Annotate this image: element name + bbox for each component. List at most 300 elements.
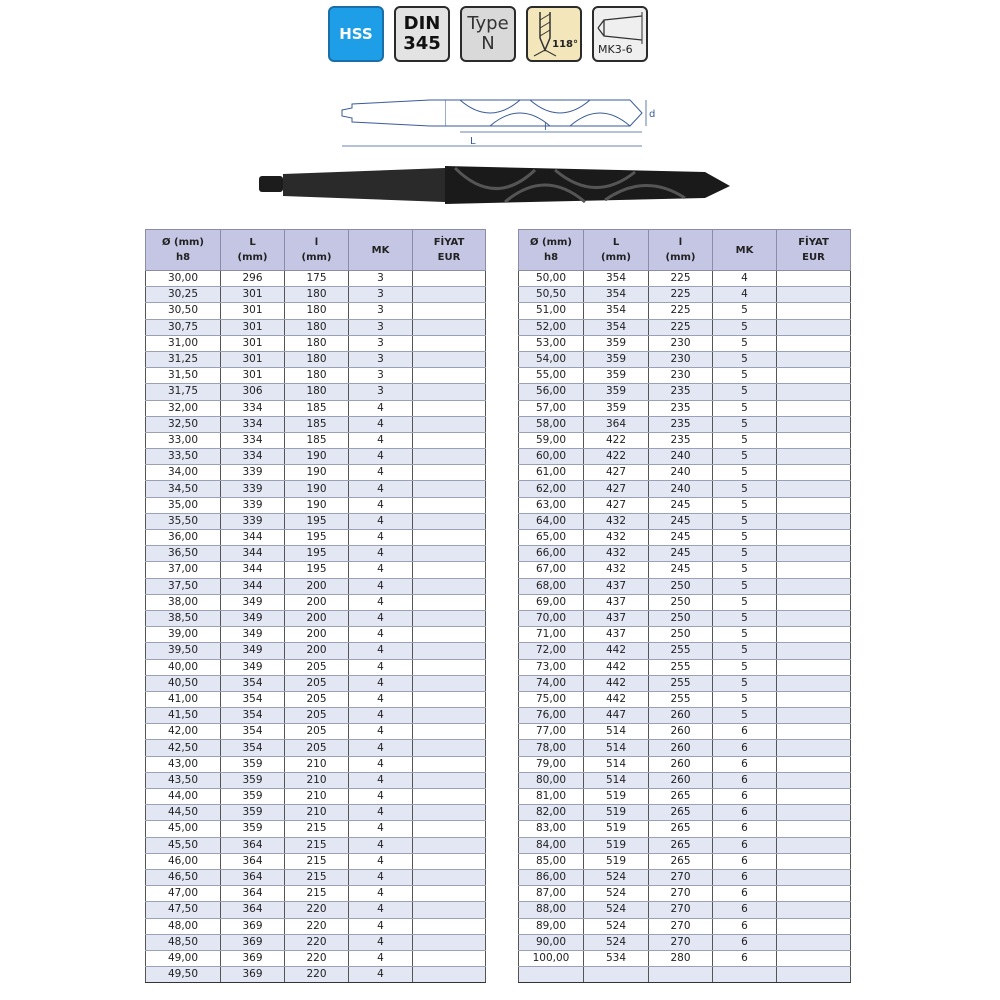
cell-total-length: 432 xyxy=(584,562,649,578)
cell-price xyxy=(413,513,486,529)
cell-price xyxy=(777,902,851,918)
cell-morse-taper: 5 xyxy=(713,708,777,724)
cell-total-length: 447 xyxy=(584,708,649,724)
cell-morse-taper: 4 xyxy=(713,287,777,303)
cell-total-length: 306 xyxy=(221,384,285,400)
cell-flute-length: 220 xyxy=(285,902,349,918)
cell-morse-taper: 4 xyxy=(349,530,413,546)
cell-flute-length: 200 xyxy=(285,627,349,643)
cell-flute-length: 180 xyxy=(285,319,349,335)
size-table-left xyxy=(145,229,486,983)
cell-diameter: 56,00 xyxy=(519,384,584,400)
cell-flute-length: 180 xyxy=(285,287,349,303)
cell-diameter: 84,00 xyxy=(519,837,584,853)
cell-price xyxy=(413,967,486,983)
cell-price xyxy=(413,772,486,788)
point-angle-badge xyxy=(526,6,582,62)
cell-flute-length: 230 xyxy=(649,351,713,367)
cell-morse-taper: 6 xyxy=(713,724,777,740)
point-angle-label: 118° xyxy=(552,39,578,50)
cell-total-length: 334 xyxy=(221,416,285,432)
flute-length-dim-label: l xyxy=(544,122,547,133)
cell-diameter: 48,50 xyxy=(146,934,221,950)
cell-flute-length: 195 xyxy=(285,513,349,529)
table-row xyxy=(146,675,486,691)
cell-flute-length: 185 xyxy=(285,432,349,448)
cell-flute-length: 220 xyxy=(285,918,349,934)
cell-morse-taper: 6 xyxy=(713,918,777,934)
table-row xyxy=(146,530,486,546)
cell-diameter: 100,00 xyxy=(519,950,584,966)
table-row xyxy=(519,967,851,983)
cell-total-length: 296 xyxy=(221,271,285,287)
table-row xyxy=(519,368,851,384)
cell-total-length: 339 xyxy=(221,465,285,481)
cell-morse-taper: 5 xyxy=(713,481,777,497)
cell-total-length: 339 xyxy=(221,497,285,513)
table-row xyxy=(519,821,851,837)
cell-price xyxy=(413,530,486,546)
cell-flute-length: 260 xyxy=(649,772,713,788)
cell-price xyxy=(777,708,851,724)
table-row xyxy=(146,853,486,869)
cell-total-length: 519 xyxy=(584,789,649,805)
cell-morse-taper: 4 xyxy=(349,481,413,497)
cell-morse-taper: 3 xyxy=(349,271,413,287)
cell-morse-taper: 5 xyxy=(713,351,777,367)
cell-diameter: 73,00 xyxy=(519,659,584,675)
cell-morse-taper: 4 xyxy=(349,967,413,983)
cell-flute-length: 255 xyxy=(649,643,713,659)
cell-morse-taper: 5 xyxy=(713,610,777,626)
header-price: FİYAT EUR xyxy=(413,230,486,271)
table-row xyxy=(519,351,851,367)
cell-price xyxy=(777,351,851,367)
cell-diameter: 42,00 xyxy=(146,724,221,740)
cell-total-length: 427 xyxy=(584,497,649,513)
cell-price xyxy=(777,950,851,966)
cell-morse-taper: 4 xyxy=(349,594,413,610)
cell-morse-taper: 4 xyxy=(349,918,413,934)
cell-flute-length: 180 xyxy=(285,351,349,367)
cell-diameter: 90,00 xyxy=(519,934,584,950)
cell-total-length: 519 xyxy=(584,853,649,869)
hss-label: HSS xyxy=(339,24,373,43)
cell-diameter: 37,50 xyxy=(146,578,221,594)
cell-flute-length: 265 xyxy=(649,821,713,837)
cell-flute-length: 215 xyxy=(285,869,349,885)
table-row xyxy=(146,740,486,756)
cell-flute-length: 195 xyxy=(285,546,349,562)
cell-total-length: 354 xyxy=(221,691,285,707)
cell-total-length: 534 xyxy=(584,950,649,966)
cell-morse-taper: 4 xyxy=(349,675,413,691)
din-label: DIN xyxy=(403,13,441,35)
cell-price xyxy=(413,319,486,335)
table-row xyxy=(519,287,851,303)
cell-diameter: 70,00 xyxy=(519,610,584,626)
cell-price xyxy=(413,465,486,481)
technical-drawing xyxy=(330,90,660,152)
table-row xyxy=(519,902,851,918)
cell-diameter: 49,00 xyxy=(146,950,221,966)
cell-flute-length: 250 xyxy=(649,578,713,594)
cell-diameter: 46,00 xyxy=(146,853,221,869)
cell-flute-length: 225 xyxy=(649,287,713,303)
cell-total-length: 437 xyxy=(584,610,649,626)
cell-diameter: 41,00 xyxy=(146,691,221,707)
cell-price xyxy=(777,772,851,788)
cell-flute-length: 245 xyxy=(649,513,713,529)
cell-diameter: 36,50 xyxy=(146,546,221,562)
cell-price xyxy=(777,481,851,497)
table-header-row xyxy=(519,230,851,271)
cell-diameter: 72,00 xyxy=(519,643,584,659)
cell-total-length: 349 xyxy=(221,627,285,643)
cell-flute-length: 235 xyxy=(649,400,713,416)
cell-flute-length: 220 xyxy=(285,934,349,950)
cell-price xyxy=(777,918,851,934)
cell-morse-taper: 4 xyxy=(349,724,413,740)
cell-flute-length: 250 xyxy=(649,594,713,610)
cell-morse-taper: 5 xyxy=(713,497,777,513)
cell-morse-taper: 3 xyxy=(349,319,413,335)
cell-total-length: 349 xyxy=(221,643,285,659)
cell-price xyxy=(413,934,486,950)
cell-flute-length: 205 xyxy=(285,675,349,691)
cell-price xyxy=(777,416,851,432)
cell-total-length: 301 xyxy=(221,368,285,384)
table-row xyxy=(146,610,486,626)
cell-diameter: 60,00 xyxy=(519,449,584,465)
table-row xyxy=(146,821,486,837)
cell-total-length: 359 xyxy=(221,805,285,821)
cell-diameter: 30,00 xyxy=(146,271,221,287)
table-row xyxy=(146,902,486,918)
cell-diameter: 30,50 xyxy=(146,303,221,319)
table-row xyxy=(519,335,851,351)
cell-morse-taper: 5 xyxy=(713,368,777,384)
cell-flute-length: 200 xyxy=(285,610,349,626)
cell-total-length: 301 xyxy=(221,287,285,303)
cell-morse-taper: 5 xyxy=(713,594,777,610)
cell-diameter: 89,00 xyxy=(519,918,584,934)
cell-flute-length: 190 xyxy=(285,497,349,513)
din-badge xyxy=(394,6,450,62)
cell-diameter: 31,75 xyxy=(146,384,221,400)
cell-total-length: 519 xyxy=(584,805,649,821)
cell-diameter: 54,00 xyxy=(519,351,584,367)
cell-flute-length: 215 xyxy=(285,821,349,837)
cell-price xyxy=(413,578,486,594)
cell-morse-taper: 3 xyxy=(349,335,413,351)
cell-flute-length: 245 xyxy=(649,562,713,578)
table-row xyxy=(519,481,851,497)
total-length-dim-label: L xyxy=(470,136,476,147)
cell-price xyxy=(777,368,851,384)
cell-price xyxy=(777,562,851,578)
cell-diameter: 66,00 xyxy=(519,546,584,562)
cell-diameter: 41,50 xyxy=(146,708,221,724)
cell-total-length: 334 xyxy=(221,400,285,416)
cell-price xyxy=(413,708,486,724)
cell-morse-taper: 4 xyxy=(349,643,413,659)
cell-total-length: 339 xyxy=(221,481,285,497)
cell-flute-length: 235 xyxy=(649,432,713,448)
cell-flute-length: 185 xyxy=(285,400,349,416)
cell-diameter: 36,00 xyxy=(146,530,221,546)
table-row xyxy=(146,319,486,335)
cell-price xyxy=(413,368,486,384)
table-row xyxy=(519,772,851,788)
table-row xyxy=(519,465,851,481)
cell-total-length: 301 xyxy=(221,351,285,367)
cell-total-length: 301 xyxy=(221,335,285,351)
cell-morse-taper: 5 xyxy=(713,627,777,643)
cell-flute-length: 225 xyxy=(649,303,713,319)
cell-morse-taper: 3 xyxy=(349,384,413,400)
cell-diameter: 37,00 xyxy=(146,562,221,578)
cell-morse-taper: 4 xyxy=(349,416,413,432)
cell-flute-length: 255 xyxy=(649,691,713,707)
cell-flute-length: 260 xyxy=(649,740,713,756)
cell-diameter: 58,00 xyxy=(519,416,584,432)
cell-flute-length: 265 xyxy=(649,805,713,821)
cell-price xyxy=(777,675,851,691)
cell-diameter: 86,00 xyxy=(519,869,584,885)
cell-flute-length: 280 xyxy=(649,950,713,966)
cell-total-length: 422 xyxy=(584,449,649,465)
cell-total-length: 359 xyxy=(221,772,285,788)
cell-morse-taper: 4 xyxy=(349,805,413,821)
table-row xyxy=(146,432,486,448)
cell-flute-length: 220 xyxy=(285,950,349,966)
cell-flute-length: 215 xyxy=(285,837,349,853)
cell-morse-taper: 5 xyxy=(713,416,777,432)
table-row xyxy=(519,740,851,756)
cell-flute-length: 270 xyxy=(649,918,713,934)
type-value: N xyxy=(481,33,495,54)
table-row xyxy=(519,562,851,578)
cell-total-length xyxy=(584,967,649,983)
cell-morse-taper: 5 xyxy=(713,691,777,707)
table-row xyxy=(519,303,851,319)
cell-price xyxy=(777,530,851,546)
cell-flute-length: 260 xyxy=(649,724,713,740)
cell-morse-taper: 3 xyxy=(349,368,413,384)
cell-price xyxy=(777,853,851,869)
cell-price xyxy=(413,449,486,465)
table-row xyxy=(146,594,486,610)
cell-total-length: 524 xyxy=(584,886,649,902)
table-row xyxy=(146,627,486,643)
table-row xyxy=(519,837,851,853)
cell-price xyxy=(413,918,486,934)
cell-total-length: 359 xyxy=(221,789,285,805)
cell-diameter: 40,50 xyxy=(146,675,221,691)
cell-total-length: 432 xyxy=(584,513,649,529)
table-row xyxy=(146,886,486,902)
cell-flute-length: 205 xyxy=(285,724,349,740)
cell-price xyxy=(413,432,486,448)
cell-total-length: 354 xyxy=(221,708,285,724)
cell-total-length: 364 xyxy=(221,902,285,918)
cell-price xyxy=(413,627,486,643)
cell-price xyxy=(777,627,851,643)
cell-morse-taper: 6 xyxy=(713,934,777,950)
cell-total-length: 349 xyxy=(221,659,285,675)
table-row xyxy=(519,610,851,626)
cell-flute-length: 270 xyxy=(649,934,713,950)
table-row xyxy=(146,756,486,772)
cell-total-length: 422 xyxy=(584,432,649,448)
cell-price xyxy=(777,400,851,416)
cell-flute-length: 225 xyxy=(649,271,713,287)
table-row xyxy=(519,789,851,805)
cell-diameter: 67,00 xyxy=(519,562,584,578)
cell-total-length: 364 xyxy=(221,837,285,853)
cell-price xyxy=(777,335,851,351)
cell-price xyxy=(413,853,486,869)
cell-morse-taper: 5 xyxy=(713,562,777,578)
cell-morse-taper: 5 xyxy=(713,513,777,529)
cell-flute-length: 200 xyxy=(285,594,349,610)
cell-price xyxy=(413,335,486,351)
header-diameter: Ø (mm) h8 xyxy=(519,230,584,271)
cell-flute-length: 220 xyxy=(285,967,349,983)
cell-flute-length: 260 xyxy=(649,756,713,772)
cell-morse-taper: 6 xyxy=(713,789,777,805)
cell-flute-length: 205 xyxy=(285,740,349,756)
cell-morse-taper: 6 xyxy=(713,805,777,821)
cell-total-length: 369 xyxy=(221,967,285,983)
cell-diameter: 83,00 xyxy=(519,821,584,837)
cell-price xyxy=(777,432,851,448)
cell-morse-taper: 4 xyxy=(349,465,413,481)
cell-total-length: 359 xyxy=(221,821,285,837)
cell-diameter: 87,00 xyxy=(519,886,584,902)
cell-price xyxy=(413,384,486,400)
cell-total-length: 359 xyxy=(584,400,649,416)
table-row xyxy=(146,368,486,384)
cell-diameter: 85,00 xyxy=(519,853,584,869)
cell-flute-length: 250 xyxy=(649,610,713,626)
table-row xyxy=(146,481,486,497)
cell-diameter: 33,00 xyxy=(146,432,221,448)
table-row xyxy=(519,546,851,562)
cell-price xyxy=(413,659,486,675)
cell-price xyxy=(413,546,486,562)
cell-total-length: 364 xyxy=(584,416,649,432)
cell-morse-taper: 4 xyxy=(349,432,413,448)
cell-price xyxy=(777,578,851,594)
cell-price xyxy=(777,303,851,319)
cell-total-length: 514 xyxy=(584,756,649,772)
cell-diameter: 34,50 xyxy=(146,481,221,497)
cell-price xyxy=(777,449,851,465)
cell-diameter: 63,00 xyxy=(519,497,584,513)
cell-morse-taper: 5 xyxy=(713,400,777,416)
cell-diameter: 68,00 xyxy=(519,578,584,594)
cell-diameter: 45,00 xyxy=(146,821,221,837)
cell-total-length: 354 xyxy=(221,740,285,756)
cell-morse-taper: 4 xyxy=(349,821,413,837)
cell-flute-length: 180 xyxy=(285,368,349,384)
cell-price xyxy=(413,740,486,756)
table-row xyxy=(519,918,851,934)
cell-price xyxy=(413,691,486,707)
cell-morse-taper: 6 xyxy=(713,902,777,918)
cell-total-length: 354 xyxy=(584,303,649,319)
table-row xyxy=(146,416,486,432)
cell-morse-taper: 4 xyxy=(349,400,413,416)
cell-total-length: 514 xyxy=(584,724,649,740)
cell-total-length: 442 xyxy=(584,643,649,659)
cell-diameter: 52,00 xyxy=(519,319,584,335)
cell-morse-taper: 5 xyxy=(713,319,777,335)
table-row xyxy=(146,287,486,303)
table-row xyxy=(519,384,851,400)
table-row xyxy=(519,513,851,529)
cell-flute-length: 240 xyxy=(649,481,713,497)
cell-price xyxy=(413,497,486,513)
cell-morse-taper: 4 xyxy=(349,449,413,465)
cell-total-length: 344 xyxy=(221,578,285,594)
cell-morse-taper: 3 xyxy=(349,351,413,367)
cell-price xyxy=(413,643,486,659)
table-row xyxy=(519,869,851,885)
cell-total-length: 364 xyxy=(221,853,285,869)
size-table-right xyxy=(518,229,851,983)
cell-price xyxy=(413,886,486,902)
cell-diameter: 35,00 xyxy=(146,497,221,513)
table-row xyxy=(519,675,851,691)
cell-price xyxy=(413,724,486,740)
cell-diameter: 44,50 xyxy=(146,805,221,821)
cell-total-length: 369 xyxy=(221,950,285,966)
cell-total-length: 344 xyxy=(221,562,285,578)
cell-morse-taper: 4 xyxy=(349,578,413,594)
cell-total-length: 359 xyxy=(584,368,649,384)
cell-morse-taper: 4 xyxy=(349,902,413,918)
table-row xyxy=(519,319,851,335)
cell-price xyxy=(777,513,851,529)
table-row xyxy=(519,886,851,902)
cell-morse-taper: 4 xyxy=(349,659,413,675)
diameter-dim-label: d xyxy=(649,109,656,120)
table-row xyxy=(519,578,851,594)
cell-total-length: 354 xyxy=(221,724,285,740)
table-row xyxy=(519,853,851,869)
cell-price xyxy=(413,789,486,805)
cell-flute-length: 270 xyxy=(649,886,713,902)
cell-diameter: 59,00 xyxy=(519,432,584,448)
taper-label: MK3-6 xyxy=(598,42,633,56)
cell-flute-length: 245 xyxy=(649,546,713,562)
cell-total-length: 432 xyxy=(584,546,649,562)
cell-diameter: 55,00 xyxy=(519,368,584,384)
cell-total-length: 427 xyxy=(584,465,649,481)
cell-price xyxy=(777,319,851,335)
cell-diameter: 62,00 xyxy=(519,481,584,497)
cell-price xyxy=(777,643,851,659)
cell-flute-length: 200 xyxy=(285,643,349,659)
cell-total-length: 519 xyxy=(584,821,649,837)
table-row xyxy=(519,724,851,740)
cell-total-length: 524 xyxy=(584,934,649,950)
cell-morse-taper: 5 xyxy=(713,465,777,481)
table-row xyxy=(146,643,486,659)
